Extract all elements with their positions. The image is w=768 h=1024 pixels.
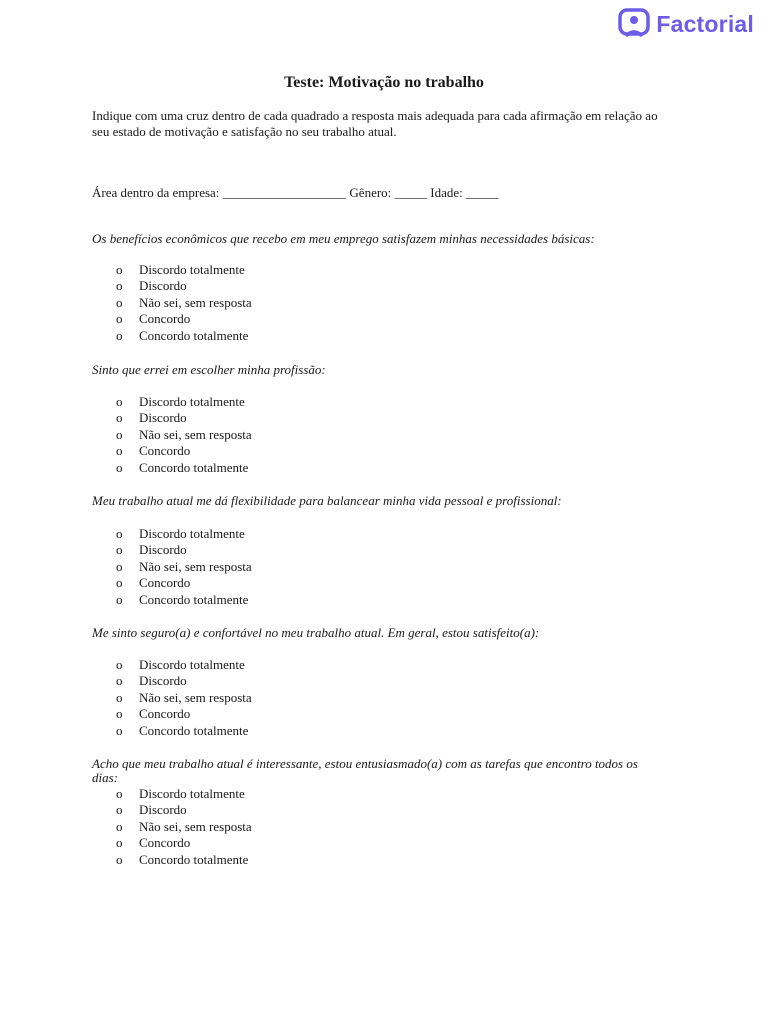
option-bullet: o [116,526,123,541]
answer-options-list [116,786,252,868]
option-bullet: o [116,558,123,574]
answer-option[interactable] [116,819,252,835]
option-bullet: o [116,818,123,834]
answer-option[interactable] [116,410,252,426]
answer-option[interactable] [116,802,252,818]
option-label: Não sei, sem resposta [139,558,252,574]
answer-option[interactable] [116,278,252,294]
option-label: Discordo [139,673,187,689]
option-label: Concordo [139,311,191,327]
option-bullet: o [116,689,123,705]
answer-option[interactable] [116,852,252,868]
option-bullet: o [116,722,123,738]
answer-option[interactable] [116,262,252,278]
answer-option[interactable] [116,723,252,739]
option-label: Discordo totalmente [139,394,245,409]
answer-option[interactable] [116,559,252,575]
answer-option[interactable] [116,575,252,591]
option-label: Não sei, sem resposta [139,426,252,442]
option-label: Concordo totalmente [139,851,249,867]
option-label: Discordo [139,410,187,426]
question-text: Me sinto seguro(a) e confortável no meu trabalho atual. Em geral, estou satisfeito(a): [92,625,540,640]
option-bullet: o [116,835,123,851]
answer-option[interactable] [116,526,252,542]
answer-option[interactable] [116,394,252,410]
option-label: Concordo [139,443,191,459]
option-bullet: o [116,443,123,459]
answer-option[interactable] [116,673,252,689]
factorial-logo-icon [618,8,650,40]
answer-option[interactable] [116,311,252,327]
option-bullet: o [116,786,123,801]
option-label: Concordo totalmente [139,722,249,738]
option-label: Discordo totalmente [139,526,245,541]
question-text: Os benefícios econômicos que recebo em meu emprego satisfazem minhas necessidades básicas: [92,231,595,246]
question-text: Acho que meu trabalho atual é interessante, estou entusiasmado(a) com as tarefas que encontro todos os dias: [92,756,638,785]
option-label: Concordo [139,706,191,722]
answer-option[interactable] [116,690,252,706]
option-bullet: o [116,327,123,343]
answer-options-list [116,394,252,476]
option-label: Discordo [139,542,187,558]
option-label: Não sei, sem resposta [139,818,252,834]
option-label: Concordo totalmente [139,327,249,343]
option-bullet: o [116,426,123,442]
option-label: Concordo totalmente [139,459,249,475]
answer-option[interactable] [116,460,252,476]
option-bullet: o [116,851,123,867]
option-bullet: o [116,262,123,277]
answer-option[interactable] [116,592,252,608]
option-label: Discordo totalmente [139,657,245,672]
factorial-logo-text: Factorial [656,10,754,37]
option-bullet: o [116,802,123,818]
answer-options-list [116,526,252,608]
option-label: Concordo [139,575,191,591]
option-label: Concordo totalmente [139,591,249,607]
option-label: Não sei, sem resposta [139,689,252,705]
answer-option[interactable] [116,328,252,344]
option-label: Discordo [139,802,187,818]
option-label: Discordo totalmente [139,262,245,277]
respondent-fields: Área dentro da empresa: ___________________ Gênero: _____ Idade: _____ [92,185,499,200]
option-label: Discordo [139,278,187,294]
option-bullet: o [116,394,123,409]
option-bullet: o [116,542,123,558]
document-title: Teste: Motivação no trabalho [284,74,484,91]
answer-option[interactable] [116,295,252,311]
answer-option[interactable] [116,786,252,802]
option-bullet: o [116,673,123,689]
question-text: Meu trabalho atual me dá flexibilidade para balancear minha vida pessoal e profissional: [92,493,562,508]
option-bullet: o [116,575,123,591]
answer-option[interactable] [116,706,252,722]
answer-options-list [116,262,252,344]
answer-option[interactable] [116,443,252,459]
option-bullet: o [116,591,123,607]
answer-option[interactable] [116,542,252,558]
option-bullet: o [116,294,123,310]
option-bullet: o [116,410,123,426]
answer-option[interactable] [116,427,252,443]
option-label: Não sei, sem resposta [139,294,252,310]
question-text: Sinto que errei em escolher minha profissão: [92,362,326,377]
option-label: Concordo [139,835,191,851]
option-bullet: o [116,278,123,294]
answer-options-list [116,657,252,739]
option-bullet: o [116,657,123,672]
answer-option[interactable] [116,835,252,851]
intro-text: Indique com uma cruz dentro de cada quadrado a resposta mais adequada para cada afirmação em relação ao seu estado de motivação e satisfação no seu trabalho atual. [92,108,658,139]
answer-option[interactable] [116,657,252,673]
option-bullet: o [116,311,123,327]
option-bullet: o [116,459,123,475]
option-label: Discordo totalmente [139,786,245,801]
option-bullet: o [116,706,123,722]
factorial-logo [618,8,754,40]
